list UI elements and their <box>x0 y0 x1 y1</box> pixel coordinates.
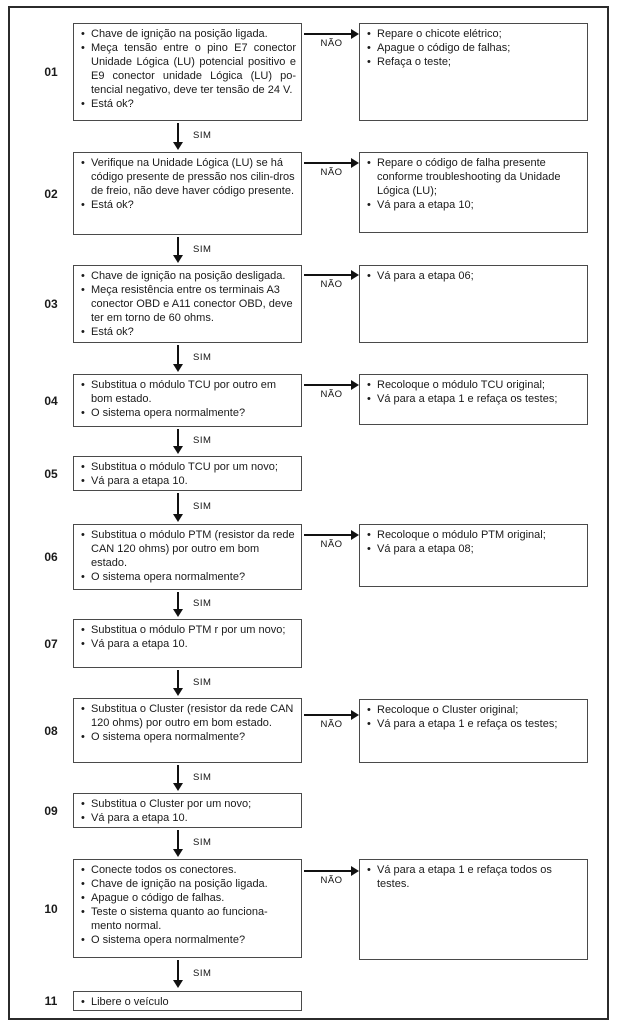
step-01-box <box>73 23 302 121</box>
sim-label: SIM <box>193 598 212 609</box>
step-02-no-box <box>359 152 588 233</box>
step-10-number: 10 <box>44 902 58 916</box>
bullet-item: • Vá para a etapa 10. <box>79 811 296 825</box>
bullet-item: • O sistema opera normalmente? <box>79 730 296 744</box>
nao-label: NÃO <box>320 167 343 178</box>
bullet-item: • Meça resistência entre os terminais A3 conector OBD e A11 conector OBD, deve ter em torno de 60 ohms. <box>79 283 296 325</box>
sim-label: SIM <box>193 968 212 979</box>
bullet-item: • Teste o sistema quanto ao funciona-mento normal. <box>79 905 296 933</box>
bullet-item: • Repare o chicote elétrico; <box>365 27 582 41</box>
sim-arrow-03-04 <box>172 345 184 372</box>
sim-arrow-07-08 <box>172 670 184 696</box>
sim-arrow-09-10 <box>172 830 184 857</box>
step-03-box <box>73 265 302 343</box>
bullet-item: • Vá para a etapa 08; <box>365 542 582 556</box>
step-06-box <box>73 524 302 590</box>
nao-label: NÃO <box>320 279 343 290</box>
bullet-item: • Libere o veículo <box>79 995 296 1009</box>
sim-label: SIM <box>193 772 212 783</box>
step-11-number: 11 <box>44 994 58 1008</box>
bullet-item: • Recoloque o módulo TCU original; <box>365 378 582 392</box>
step-08-box <box>73 698 302 763</box>
bullet-item: • Substitua o módulo TCU por um novo; <box>79 460 296 474</box>
sim-arrow-02-03 <box>172 237 184 263</box>
step-02-number: 02 <box>44 187 58 201</box>
step-11-box <box>73 991 302 1011</box>
sim-arrow-04-05 <box>172 429 184 454</box>
bullet-item: • Repare o código de falha presente conforme troubleshooting da Unidade Lógica (LU); <box>365 156 582 198</box>
step-04-number: 04 <box>44 394 58 408</box>
nao-label: NÃO <box>320 719 343 730</box>
sim-label: SIM <box>193 837 212 848</box>
bullet-item: • Substitua o módulo PTM r por um novo; <box>79 623 296 637</box>
sim-label: SIM <box>193 244 212 255</box>
bullet-item: • Vá para a etapa 1 e refaça todos os testes. <box>365 863 582 891</box>
bullet-item: • Está ok? <box>79 97 296 111</box>
bullet-item: • Meça tensão entre o pino E7 conector Unidade Lógica (LU) potencial positivo e E9 conector unidade Lógica (LU) po-tencial negativo, deve ter tensão de 24 V. <box>79 41 296 97</box>
sim-arrow-06-07 <box>172 592 184 617</box>
sim-arrow-05-06 <box>172 493 184 522</box>
step-08-number: 08 <box>44 724 58 738</box>
bullet-item: • Vá para a etapa 10; <box>365 198 582 212</box>
bullet-item: • Recoloque o Cluster original; <box>365 703 582 717</box>
step-04-no-box <box>359 374 588 425</box>
nao-label: NÃO <box>320 389 343 400</box>
step-01-number: 01 <box>44 65 58 79</box>
nao-label: NÃO <box>320 38 343 49</box>
bullet-item: • Substitua o módulo TCU por outro em bom estado. <box>79 378 296 406</box>
step-06-number: 06 <box>44 550 58 564</box>
step-04-box <box>73 374 302 427</box>
step-07-box <box>73 619 302 668</box>
sim-label: SIM <box>193 501 212 512</box>
bullet-item: • Está ok? <box>79 198 296 212</box>
bullet-item: • Chave de ignição na posição ligada. <box>79 877 296 891</box>
sim-arrow-10-11 <box>172 960 184 988</box>
step-03-number: 03 <box>44 297 58 311</box>
bullet-item: • Recoloque o módulo PTM original; <box>365 528 582 542</box>
nao-label: NÃO <box>320 875 343 886</box>
step-05-box <box>73 456 302 491</box>
bullet-item: • Vá para a etapa 10. <box>79 474 296 488</box>
step-02-box <box>73 152 302 235</box>
bullet-item: • Apague o código de falhas. <box>79 891 296 905</box>
bullet-item: • Refaça o teste; <box>365 55 582 69</box>
step-01-no-box <box>359 23 588 121</box>
bullet-item: • Substitua o Cluster (resistor da rede CAN 120 ohms) por outro em bom estado. <box>79 702 296 730</box>
bullet-item: • O sistema opera normalmente? <box>79 406 296 420</box>
bullet-item: • Vá para a etapa 10. <box>79 637 296 651</box>
bullet-item: • Substitua o módulo PTM (resistor da rede CAN 120 ohms) por outro em bom estado. <box>79 528 296 570</box>
sim-label: SIM <box>193 352 212 363</box>
nao-label: NÃO <box>320 539 343 550</box>
step-09-number: 09 <box>44 804 58 818</box>
bullet-item: • Substitua o Cluster por um novo; <box>79 797 296 811</box>
step-06-no-box <box>359 524 588 587</box>
bullet-item: • O sistema opera normalmente? <box>79 933 296 947</box>
bullet-item: • Está ok? <box>79 325 296 339</box>
step-10-box <box>73 859 302 958</box>
step-05-number: 05 <box>44 467 58 481</box>
sim-label: SIM <box>193 130 212 141</box>
bullet-item: • O sistema opera normalmente? <box>79 570 296 584</box>
bullet-item: • Apague o código de falhas; <box>365 41 582 55</box>
bullet-item: • Vá para a etapa 1 e refaça os testes; <box>365 717 582 731</box>
bullet-item: • Vá para a etapa 1 e refaça os testes; <box>365 392 582 406</box>
sim-arrow-01-02 <box>172 123 184 150</box>
bullet-item: • Chave de ignição na posição desligada. <box>79 269 296 283</box>
bullet-item: • Verifique na Unidade Lógica (LU) se há código presente de pressão nos cilin-dros de freio, não deve haver código presente. <box>79 156 296 198</box>
step-03-no-box <box>359 265 588 343</box>
step-08-no-box <box>359 699 588 763</box>
step-10-no-box <box>359 859 588 960</box>
step-07-number: 07 <box>44 637 58 651</box>
step-09-box <box>73 793 302 828</box>
bullet-item: • Vá para a etapa 06; <box>365 269 582 283</box>
sim-label: SIM <box>193 677 212 688</box>
sim-arrow-08-09 <box>172 765 184 791</box>
bullet-item: • Conecte todos os conectores. <box>79 863 296 877</box>
bullet-item: • Chave de ignição na posição ligada. <box>79 27 296 41</box>
sim-label: SIM <box>193 435 212 446</box>
